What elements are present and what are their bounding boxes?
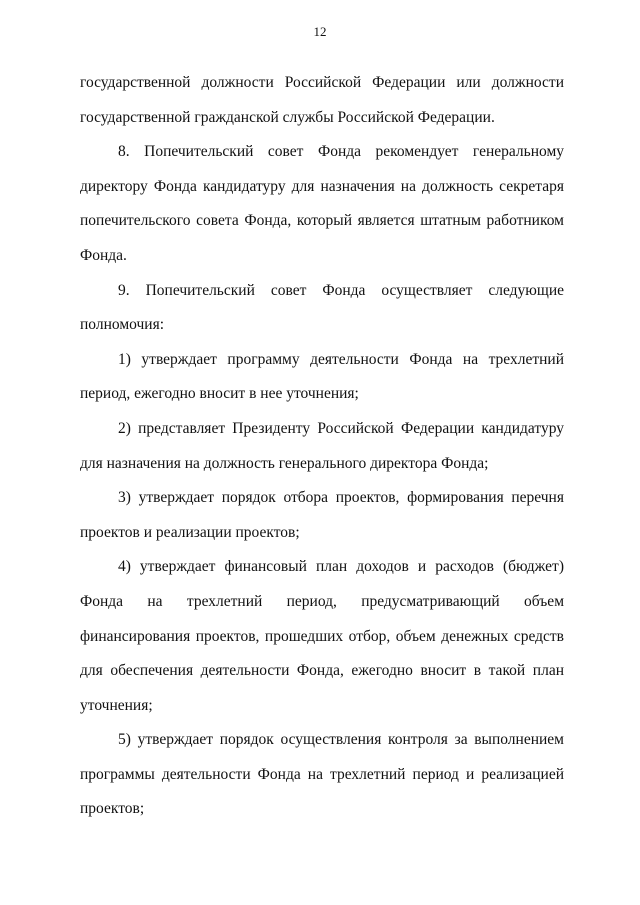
document-body <box>80 66 564 827</box>
subitem-1: 1) утверждает программу деятельности Фонда на трехлетний период, ежегодно вносит в нее уточнения; <box>80 350 564 403</box>
page-number: 12 <box>313 24 327 39</box>
paragraph-item-9: 9. Попечительский совет Фонда осуществляет следующие полномочия: <box>80 281 564 334</box>
paragraph-continuation: государственной должности Российской Федерации или должности государственной гражданской службы Российской Федерации. <box>80 74 564 126</box>
subitem-2: 2) представляет Президенту Российской Федерации кандидатуру для назначения на должность генерального директора Фонда; <box>80 419 564 472</box>
paragraph-item-8: 8. Попечительский совет Фонда рекомендует генеральному директору Фонда кандидатуру для назначения на должность секретаря попечительского совета Фонда, который является штатным работником Фонда. <box>80 143 564 264</box>
subitem-4: 4) утверждает финансовый план доходов и расходов (бюджет) Фонда на трехлетний период, предусматривающий объем финансирования проектов, прошедших отбор, объем денежных средств для обеспечения деятельности Фонда, ежегодно вносит в такой план уточнения; <box>80 558 564 714</box>
subitem-5: 5) утверждает порядок осуществления контроля за выполнением программы деятельности Фонда на трехлетний период и реализацией проектов; <box>80 731 564 818</box>
subitem-3: 3) утверждает порядок отбора проектов, формирования перечня проектов и реализации проектов; <box>80 489 564 541</box>
